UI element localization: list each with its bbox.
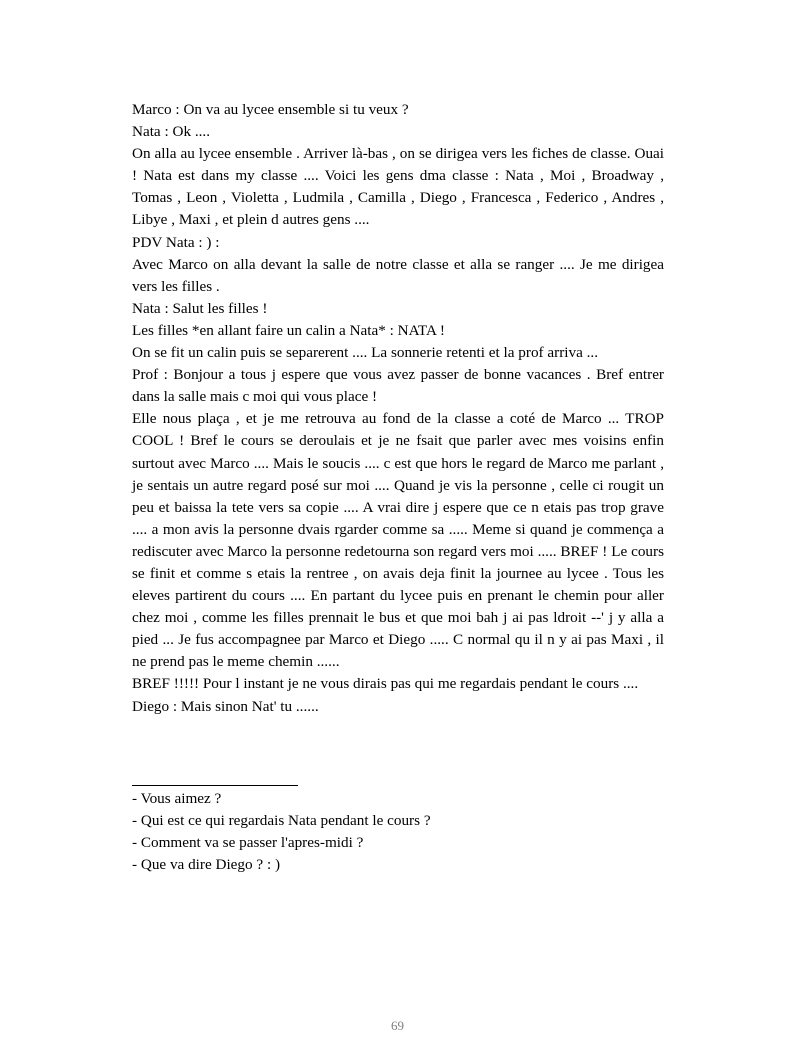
paragraph: PDV Nata : ) : <box>132 233 220 251</box>
page-number: 69 <box>391 1018 404 1033</box>
paragraph: Diego : Mais sinon Nat' tu ...... <box>132 697 319 715</box>
paragraph: Prof : Bonjour a tous j espere que vous avez passer de bonne vacances . Bref entrer dans la salle mais c moi qui vous place ! <box>132 366 664 406</box>
paragraph: Les filles *en allant faire un calin a Nata* : NATA ! <box>132 321 445 339</box>
paragraph: Marco : On va au lycee ensemble si tu veux ? <box>132 101 409 118</box>
paragraph: BREF !!!!! Pour l instant je ne vous dirais pas qui me regardais pendant le cours .... <box>132 675 639 693</box>
paragraph: On se fit un calin puis se separerent .... La sonnerie retenti et la prof arriva ... <box>132 344 598 362</box>
paragraph: Elle nous plaça , et je me retrouva au fond de la classe a coté de Marco ... TROP COOL ! Bref le cours se deroulais et je ne fsait que parler avec mes voisins enfin surtout avec Marco .... Mais le soucis .... c est que hors le regard de Marco me parlant , je sentais un autre regard posé sur moi .... Quand je vis la personne , celle ci rougit un peu et baissa la tete vers sa copie .... A vrai dire j espere que ce n etais pas trop grave .... a mon avis la personne dvais rgarder comme sa ..... Meme si quand je commença a rediscuter avec Marco la personne redetourna son regard vers moi ..... BREF ! Le cours se finit et comme s etais la rentree , on avais deja finit la journee au lycee . Tous les eleves partirent du cours .... En partant du lycee puis en prenant le chemin pour aller chez moi , comme les filles prennait le bus et que moi bah j ai pas ldroit --' j y alla a pied ... Je fus accompagnee par Marco et Diego ..... C normal qu il n y ai pas Maxi , il ne prend pas le meme chemin ...... <box>132 410 664 671</box>
note-item: - Que va dire Diego ? : ) <box>132 856 281 874</box>
note-item: - Vous aimez ? <box>132 790 222 807</box>
note-item: - Qui est ce qui regardais Nata pendant le cours ? <box>132 812 431 830</box>
story-text <box>132 99 664 718</box>
paragraph: Avec Marco on alla devant la salle de notre classe et alla se ranger .... Je me dirigea vers les filles . <box>132 255 664 295</box>
paragraph: Nata : Salut les filles ! <box>132 299 268 317</box>
note-item: - Comment va se passer l'apres-midi ? <box>132 834 364 852</box>
paragraph: On alla au lycee ensemble . Arriver là-bas , on se dirigea vers les fiches de classe. Ouai ! Nata est dans my classe .... Voici les gens dma classe : Nata , Moi , Broadway , Tomas , Leon , Violetta , Ludmila , Camilla , Diego , Francesca , Federico , Andres , Libye , Maxi , et plein d autres gens .... <box>132 145 664 229</box>
paragraph: Nata : Ok .... <box>132 123 211 141</box>
author-notes <box>132 788 632 876</box>
notes-divider <box>132 785 298 786</box>
